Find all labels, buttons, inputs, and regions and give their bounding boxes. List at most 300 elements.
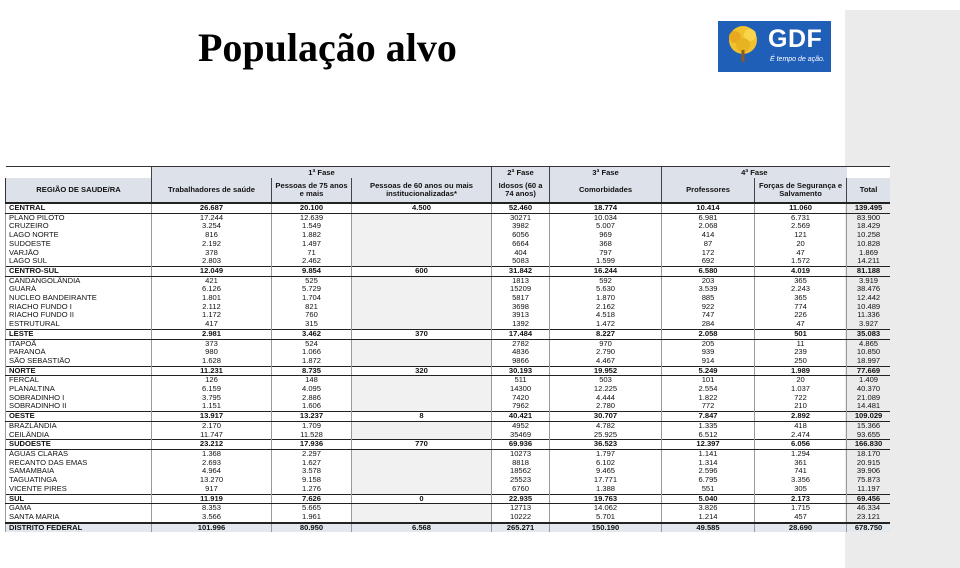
population-table (5, 166, 890, 532)
cell-total: 1.869 (847, 249, 890, 258)
cell-elderly-60-74: 6760 (492, 485, 550, 494)
cell-elderly-60-74: 22.935 (492, 494, 550, 504)
cell-security-forces: 11.060 (755, 203, 847, 213)
cell-security-forces: 365 (755, 294, 847, 303)
cell-health-workers: 3.254 (152, 222, 272, 231)
cell-elderly-60-74: 35469 (492, 431, 550, 440)
cell-total: 46.334 (847, 504, 890, 513)
table-row (6, 213, 891, 222)
cell-elderly-60-74: 4952 (492, 421, 550, 430)
cell-region: LAGO SUL (6, 257, 152, 266)
cell-teachers: 1.141 (662, 449, 755, 458)
cell-75-plus: 315 (272, 320, 352, 329)
cell-elderly-60-74: 17.484 (492, 329, 550, 339)
cell-75-plus: 71 (272, 249, 352, 258)
cell-institutionalized (352, 222, 492, 231)
cell-health-workers: 1.801 (152, 294, 272, 303)
cell-total: 83.900 (847, 213, 890, 222)
cell-comorbidities: 4.467 (550, 357, 662, 366)
cell-teachers: 885 (662, 294, 755, 303)
cell-region: SAMAMBAIA (6, 467, 152, 476)
cell-region: LAGO NORTE (6, 231, 152, 240)
cell-comorbidities: 16.244 (550, 266, 662, 276)
cell-security-forces: 11 (755, 339, 847, 348)
cell-security-forces: 1.989 (755, 366, 847, 376)
cell-teachers: 203 (662, 276, 755, 285)
cell-elderly-60-74: 10273 (492, 449, 550, 458)
cell-elderly-60-74: 511 (492, 376, 550, 385)
cell-elderly-60-74: 1392 (492, 320, 550, 329)
cell-health-workers: 12.049 (152, 266, 272, 276)
cell-institutionalized (352, 467, 492, 476)
cell-total: 15.366 (847, 421, 890, 430)
phase-4-header: 4ª Fase (662, 167, 847, 179)
cell-teachers: 3.539 (662, 285, 755, 294)
cell-security-forces: 226 (755, 311, 847, 320)
cell-comorbidities: 5.630 (550, 285, 662, 294)
cell-region: RIACHO FUNDO I (6, 303, 152, 312)
cell-comorbidities: 19.952 (550, 366, 662, 376)
cell-security-forces: 1.294 (755, 449, 847, 458)
cell-total: 69.456 (847, 494, 890, 504)
cell-elderly-60-74: 1813 (492, 276, 550, 285)
cell-elderly-60-74: 6056 (492, 231, 550, 240)
table-row (6, 249, 891, 258)
cell-health-workers: 421 (152, 276, 272, 285)
cell-total: 10.258 (847, 231, 890, 240)
cell-health-workers: 2.693 (152, 459, 272, 468)
cell-total: 3.927 (847, 320, 890, 329)
column-header-75-plus: Pessoas de 75 anos e mais (272, 178, 352, 203)
gdf-logo (718, 21, 831, 72)
cell-teachers: 172 (662, 249, 755, 258)
cell-institutionalized (352, 476, 492, 485)
cell-elderly-60-74: 5817 (492, 294, 550, 303)
grand-total-row (6, 523, 891, 533)
cell-security-forces: 28.690 (755, 523, 847, 533)
cell-teachers: 914 (662, 357, 755, 366)
table-row (6, 222, 891, 231)
cell-health-workers: 1.628 (152, 357, 272, 366)
cell-security-forces: 305 (755, 485, 847, 494)
cell-comorbidities: 4.782 (550, 421, 662, 430)
cell-elderly-60-74: 8818 (492, 459, 550, 468)
cell-elderly-60-74: 69.936 (492, 440, 550, 450)
cell-teachers: 414 (662, 231, 755, 240)
cell-comorbidities: 9.465 (550, 467, 662, 476)
cell-health-workers: 126 (152, 376, 272, 385)
cell-elderly-60-74: 12713 (492, 504, 550, 513)
cell-teachers: 205 (662, 339, 755, 348)
cell-teachers: 7.847 (662, 412, 755, 422)
cell-comorbidities: 2.162 (550, 303, 662, 312)
cell-total: 14.211 (847, 257, 890, 266)
cell-comorbidities: 19.763 (550, 494, 662, 504)
cell-institutionalized (352, 504, 492, 513)
cell-security-forces: 2.243 (755, 285, 847, 294)
cell-region: GAMA (6, 504, 152, 513)
cell-institutionalized (352, 348, 492, 357)
cell-teachers: 6.795 (662, 476, 755, 485)
cell-comorbidities: 18.774 (550, 203, 662, 213)
cell-elderly-60-74: 14300 (492, 385, 550, 394)
cell-region: CENTRAL (6, 203, 152, 213)
cell-teachers: 2.596 (662, 467, 755, 476)
cell-region: SUDOESTE (6, 240, 152, 249)
cell-75-plus: 525 (272, 276, 352, 285)
cell-region: PLANALTINA (6, 385, 152, 394)
cell-comorbidities: 503 (550, 376, 662, 385)
table-row (6, 240, 891, 249)
cell-security-forces: 121 (755, 231, 847, 240)
cell-total: 75.873 (847, 476, 890, 485)
cell-security-forces: 3.356 (755, 476, 847, 485)
cell-total: 11.336 (847, 311, 890, 320)
cell-comorbidities: 2.790 (550, 348, 662, 357)
table-row (6, 513, 891, 523)
cell-region: CEILÂNDIA (6, 431, 152, 440)
cell-comorbidities: 969 (550, 231, 662, 240)
cell-75-plus: 13.237 (272, 412, 352, 422)
cell-teachers: 2.058 (662, 329, 755, 339)
column-header-teachers: Professores (662, 178, 755, 203)
cell-health-workers: 1.368 (152, 449, 272, 458)
header-spacer (6, 167, 152, 179)
cell-75-plus: 1.709 (272, 421, 352, 430)
cell-region: FERCAL (6, 376, 152, 385)
cell-health-workers: 3.566 (152, 513, 272, 523)
cell-institutionalized (352, 421, 492, 430)
cell-teachers: 101 (662, 376, 755, 385)
cell-region: LESTE (6, 329, 152, 339)
cell-region: CRUZEIRO (6, 222, 152, 231)
cell-institutionalized (352, 303, 492, 312)
table-row (6, 394, 891, 403)
cell-75-plus: 2.886 (272, 394, 352, 403)
cell-security-forces: 722 (755, 394, 847, 403)
cell-teachers: 284 (662, 320, 755, 329)
cell-region: PARANOÁ (6, 348, 152, 357)
cell-comorbidities: 30.707 (550, 412, 662, 422)
cell-teachers: 2.068 (662, 222, 755, 231)
table-row (6, 311, 891, 320)
table-row (6, 339, 891, 348)
cell-elderly-60-74: 40.421 (492, 412, 550, 422)
cell-total: 10.828 (847, 240, 890, 249)
cell-comorbidities: 5.007 (550, 222, 662, 231)
cell-comorbidities: 36.523 (550, 440, 662, 450)
cell-total: 40.370 (847, 385, 890, 394)
cell-security-forces: 210 (755, 402, 847, 411)
phase-header-row (6, 167, 891, 179)
cell-institutionalized (352, 449, 492, 458)
cell-institutionalized: 6.568 (352, 523, 492, 533)
cell-total: 166.830 (847, 440, 890, 450)
table-row (6, 276, 891, 285)
table-row (6, 376, 891, 385)
cell-region: ITAPOÃ (6, 339, 152, 348)
cell-comorbidities: 4.444 (550, 394, 662, 403)
cell-75-plus: 2.297 (272, 449, 352, 458)
cell-health-workers: 2.803 (152, 257, 272, 266)
region-group-row (6, 412, 891, 422)
table-row (6, 402, 891, 411)
cell-total: 12.442 (847, 294, 890, 303)
table-row (6, 294, 891, 303)
table-row (6, 231, 891, 240)
cell-total: 81.188 (847, 266, 890, 276)
cell-75-plus: 1.872 (272, 357, 352, 366)
cell-health-workers: 6.126 (152, 285, 272, 294)
cell-elderly-60-74: 25523 (492, 476, 550, 485)
cell-security-forces: 741 (755, 467, 847, 476)
cell-elderly-60-74: 30271 (492, 213, 550, 222)
cell-comorbidities: 970 (550, 339, 662, 348)
cell-health-workers: 1.172 (152, 311, 272, 320)
cell-total: 18.997 (847, 357, 890, 366)
cell-region: RIACHO FUNDO II (6, 311, 152, 320)
cell-elderly-60-74: 3982 (492, 222, 550, 231)
region-group-row (6, 266, 891, 276)
cell-institutionalized: 370 (352, 329, 492, 339)
cell-75-plus: 524 (272, 339, 352, 348)
cell-security-forces: 6.056 (755, 440, 847, 450)
cell-total: 23.121 (847, 513, 890, 523)
cell-75-plus: 11.528 (272, 431, 352, 440)
region-group-row (6, 440, 891, 450)
phase-2-header: 2ª Fase (492, 167, 550, 179)
cell-comorbidities: 1.599 (550, 257, 662, 266)
column-header-total: Total (847, 178, 890, 203)
table-row (6, 485, 891, 494)
cell-75-plus: 760 (272, 311, 352, 320)
cell-region: CENTRO-SUL (6, 266, 152, 276)
cell-75-plus: 1.549 (272, 222, 352, 231)
cell-teachers: 551 (662, 485, 755, 494)
header-spacer (847, 167, 890, 179)
cell-teachers: 5.249 (662, 366, 755, 376)
cell-security-forces: 6.731 (755, 213, 847, 222)
table-row (6, 449, 891, 458)
column-header-comorbidities: Comorbidades (550, 178, 662, 203)
cell-health-workers: 11.747 (152, 431, 272, 440)
cell-75-plus: 1.066 (272, 348, 352, 357)
cell-75-plus: 3.462 (272, 329, 352, 339)
cell-security-forces: 361 (755, 459, 847, 468)
cell-institutionalized (352, 276, 492, 285)
cell-comorbidities: 6.102 (550, 459, 662, 468)
cell-health-workers: 4.964 (152, 467, 272, 476)
cell-region: VICENTE PIRES (6, 485, 152, 494)
table-row (6, 320, 891, 329)
cell-elderly-60-74: 265.271 (492, 523, 550, 533)
cell-comorbidities: 1.388 (550, 485, 662, 494)
cell-institutionalized (352, 231, 492, 240)
population-table-container (5, 166, 890, 568)
cell-security-forces: 2.474 (755, 431, 847, 440)
cell-total: 39.906 (847, 467, 890, 476)
cell-region: GUARÁ (6, 285, 152, 294)
slide-title: População alvo (198, 25, 457, 70)
cell-region: SUDOESTE (6, 440, 152, 450)
cell-75-plus: 20.100 (272, 203, 352, 213)
cell-region: NÚCLEO BANDEIRANTE (6, 294, 152, 303)
cell-institutionalized (352, 485, 492, 494)
cell-75-plus: 148 (272, 376, 352, 385)
cell-total: 678.750 (847, 523, 890, 533)
cell-institutionalized (352, 394, 492, 403)
cell-security-forces: 501 (755, 329, 847, 339)
cell-75-plus: 1.606 (272, 402, 352, 411)
cell-health-workers: 816 (152, 231, 272, 240)
cell-teachers: 5.040 (662, 494, 755, 504)
table-row (6, 303, 891, 312)
column-header-security-forces: Forças de Segurança e Salvamento (755, 178, 847, 203)
cell-health-workers: 11.231 (152, 366, 272, 376)
cell-elderly-60-74: 4836 (492, 348, 550, 357)
cell-elderly-60-74: 404 (492, 249, 550, 258)
table-row (6, 504, 891, 513)
cell-75-plus: 80.950 (272, 523, 352, 533)
cell-75-plus: 1.961 (272, 513, 352, 523)
cell-institutionalized (352, 459, 492, 468)
cell-security-forces: 2.173 (755, 494, 847, 504)
cell-region: VARJÃO (6, 249, 152, 258)
cell-region: SÃO SEBASTIÃO (6, 357, 152, 366)
cell-elderly-60-74: 7962 (492, 402, 550, 411)
cell-comorbidities: 2.780 (550, 402, 662, 411)
cell-teachers: 2.554 (662, 385, 755, 394)
table-row (6, 467, 891, 476)
cell-health-workers: 23.212 (152, 440, 272, 450)
cell-teachers: 922 (662, 303, 755, 312)
cell-region: BRAZLÂNDIA (6, 421, 152, 430)
cell-security-forces: 2.569 (755, 222, 847, 231)
cell-security-forces: 250 (755, 357, 847, 366)
table-row (6, 285, 891, 294)
cell-comorbidities: 17.771 (550, 476, 662, 485)
cell-comorbidities: 14.062 (550, 504, 662, 513)
region-group-row (6, 329, 891, 339)
cell-75-plus: 7.626 (272, 494, 352, 504)
cell-region: ÁGUAS CLARAS (6, 449, 152, 458)
cell-total: 20.915 (847, 459, 890, 468)
cell-institutionalized: 8 (352, 412, 492, 422)
cell-teachers: 6.580 (662, 266, 755, 276)
region-group-row (6, 203, 891, 213)
cell-institutionalized (352, 311, 492, 320)
cell-total: 35.083 (847, 329, 890, 339)
cell-health-workers: 2.170 (152, 421, 272, 430)
cell-comorbidities: 1.472 (550, 320, 662, 329)
cell-total: 14.481 (847, 402, 890, 411)
cell-elderly-60-74: 5083 (492, 257, 550, 266)
cell-health-workers: 6.159 (152, 385, 272, 394)
cell-total: 21.089 (847, 394, 890, 403)
cell-region: SUL (6, 494, 152, 504)
cell-security-forces: 47 (755, 249, 847, 258)
cell-total: 77.669 (847, 366, 890, 376)
cell-security-forces: 20 (755, 240, 847, 249)
cell-teachers: 1.214 (662, 513, 755, 523)
cell-comorbidities: 8.227 (550, 329, 662, 339)
cell-teachers: 939 (662, 348, 755, 357)
column-header-elderly-60-74: Idosos (60 a 74 anos) (492, 178, 550, 203)
cell-comorbidities: 368 (550, 240, 662, 249)
cell-teachers: 3.826 (662, 504, 755, 513)
cell-health-workers: 8.353 (152, 504, 272, 513)
cell-elderly-60-74: 3913 (492, 311, 550, 320)
cell-health-workers: 13.270 (152, 476, 272, 485)
cell-elderly-60-74: 2782 (492, 339, 550, 348)
cell-institutionalized (352, 357, 492, 366)
cell-region: RECANTO DAS EMAS (6, 459, 152, 468)
cell-security-forces: 239 (755, 348, 847, 357)
cell-institutionalized (352, 249, 492, 258)
cell-teachers: 6.512 (662, 431, 755, 440)
region-group-row (6, 494, 891, 504)
phase-3-header: 3ª Fase (550, 167, 662, 179)
cell-health-workers: 917 (152, 485, 272, 494)
cell-elderly-60-74: 52.460 (492, 203, 550, 213)
column-header-region: REGIÃO DE SAUDE/RA (6, 178, 152, 203)
cell-health-workers: 373 (152, 339, 272, 348)
cell-region: DISTRITO FEDERAL (6, 523, 152, 533)
cell-teachers: 12.397 (662, 440, 755, 450)
cell-health-workers: 980 (152, 348, 272, 357)
cell-total: 18.429 (847, 222, 890, 231)
cell-75-plus: 17.936 (272, 440, 352, 450)
cell-security-forces: 47 (755, 320, 847, 329)
cell-comorbidities: 150.190 (550, 523, 662, 533)
cell-security-forces: 4.019 (755, 266, 847, 276)
phase-1-header: 1ª Fase (152, 167, 492, 179)
cell-comorbidities: 797 (550, 249, 662, 258)
cell-teachers: 6.981 (662, 213, 755, 222)
cell-institutionalized (352, 376, 492, 385)
cell-region: CANDANGOLÂNDIA (6, 276, 152, 285)
table-row (6, 348, 891, 357)
cell-75-plus: 9.854 (272, 266, 352, 276)
cell-institutionalized (352, 385, 492, 394)
cell-teachers: 747 (662, 311, 755, 320)
cell-teachers: 49.585 (662, 523, 755, 533)
cell-health-workers: 417 (152, 320, 272, 329)
table-row (6, 357, 891, 366)
cell-health-workers: 17.244 (152, 213, 272, 222)
cell-75-plus: 4.095 (272, 385, 352, 394)
cell-institutionalized (352, 431, 492, 440)
cell-teachers: 772 (662, 402, 755, 411)
cell-elderly-60-74: 30.193 (492, 366, 550, 376)
cell-75-plus: 1.882 (272, 231, 352, 240)
cell-region: SOBRADINHO I (6, 394, 152, 403)
cell-total: 3.919 (847, 276, 890, 285)
cell-elderly-60-74: 3698 (492, 303, 550, 312)
cell-teachers: 1.822 (662, 394, 755, 403)
logo-text: GDF (768, 25, 823, 53)
tree-icon (723, 24, 763, 64)
cell-region: ESTRUTURAL (6, 320, 152, 329)
cell-health-workers: 26.687 (152, 203, 272, 213)
cell-region: SANTA MARIA (6, 513, 152, 523)
cell-comorbidities: 25.925 (550, 431, 662, 440)
cell-teachers: 692 (662, 257, 755, 266)
logo-tagline: É tempo de ação. (770, 56, 825, 63)
cell-75-plus: 2.462 (272, 257, 352, 266)
cell-elderly-60-74: 10222 (492, 513, 550, 523)
cell-total: 93.655 (847, 431, 890, 440)
